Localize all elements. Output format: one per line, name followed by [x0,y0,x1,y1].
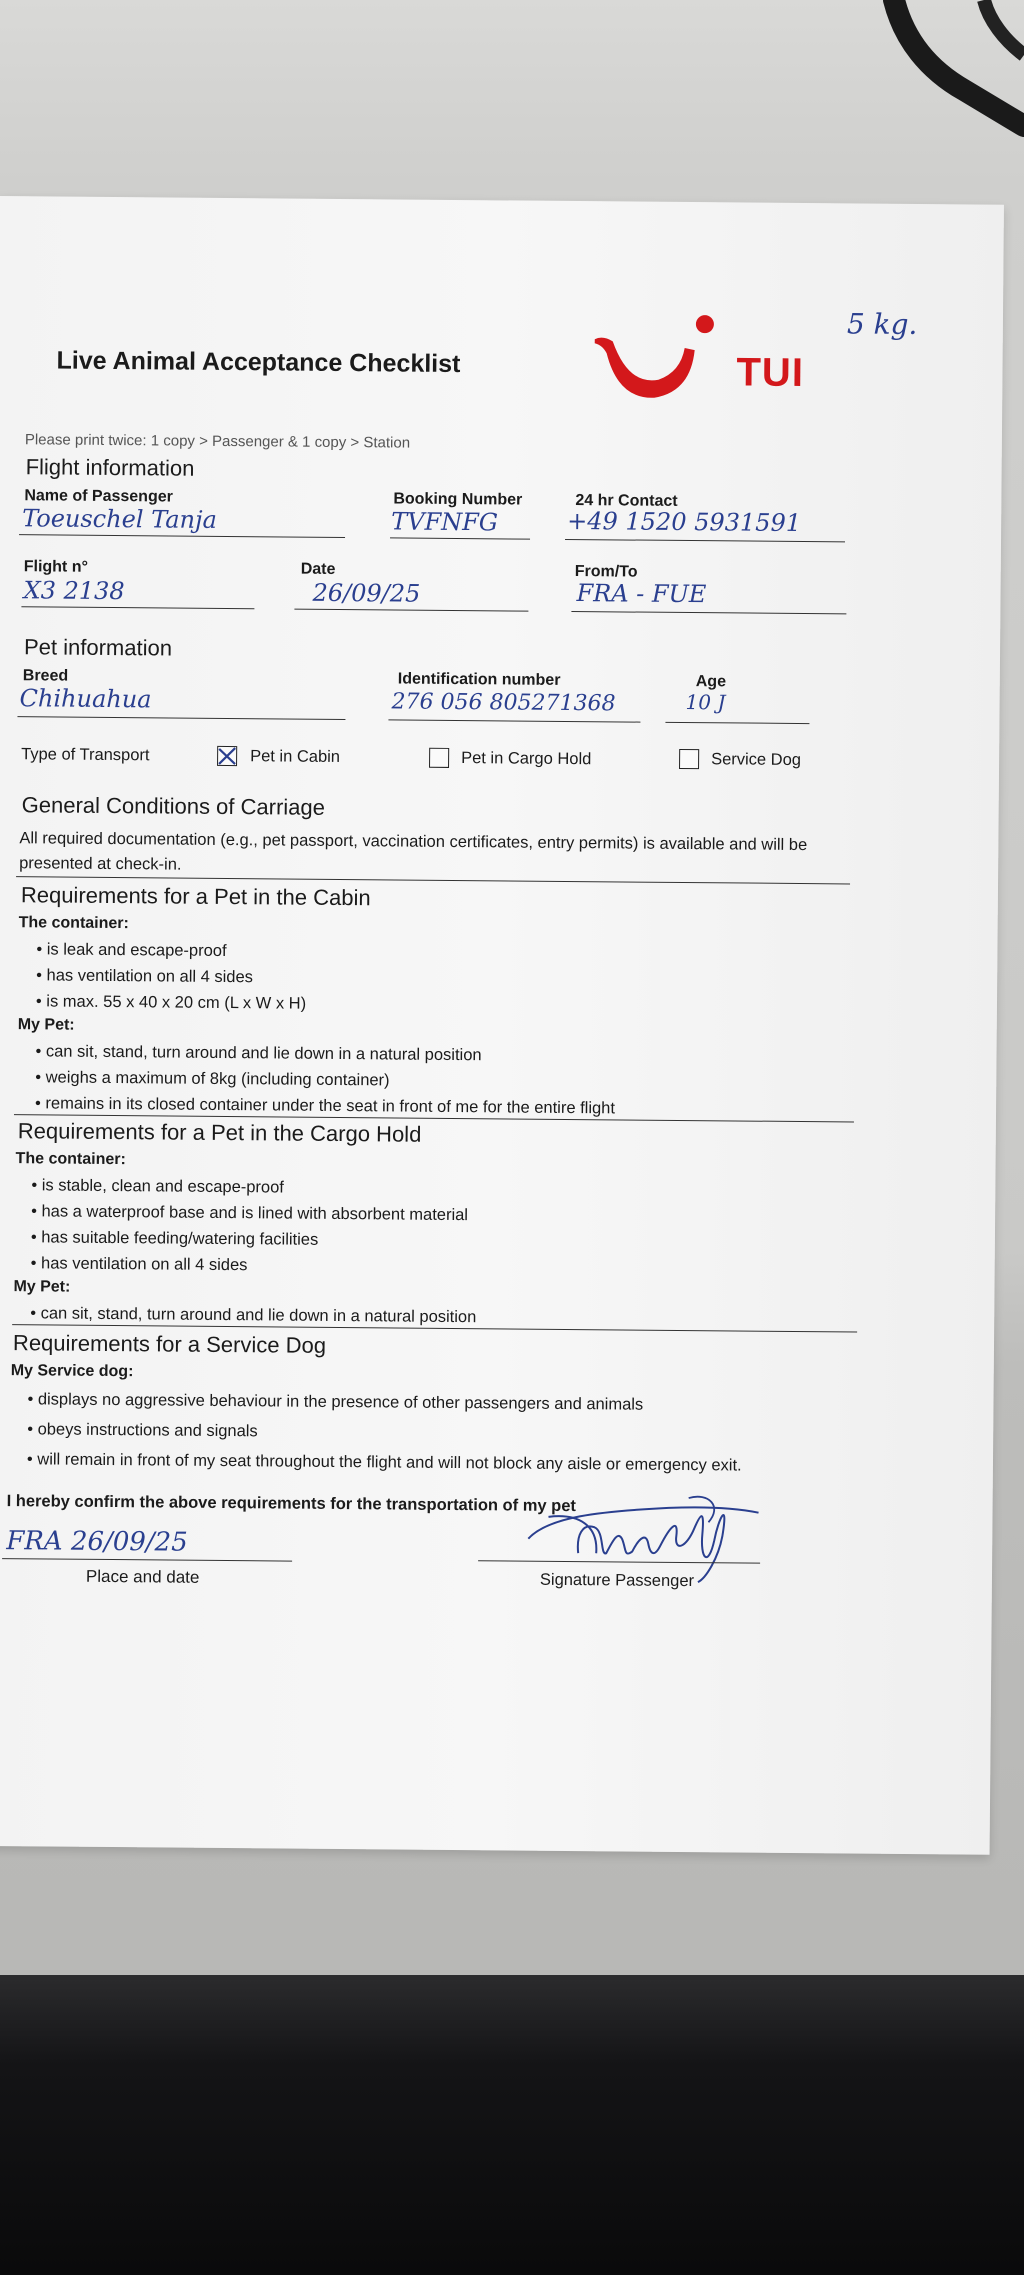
booking-number-label: Booking Number [393,490,523,509]
passenger-name-label: Name of Passenger [24,487,173,506]
place-date-value: FRA 26/09/25 [6,1526,188,1558]
service-dog-heading: Requirements for a Service Dog [12,1330,327,1358]
service-dog-label-text: My Service dog: [10,1362,134,1381]
checkmark-icon [218,747,236,765]
pet-in-cabin-label: Pet in Cabin [250,747,341,766]
tui-logo-text: TUI [736,350,805,396]
general-conditions-heading: General Conditions of Carriage [21,792,326,820]
cargo-requirements-heading: Requirements for a Pet in the Cargo Hold [17,1118,422,1147]
pet-in-cargo-checkbox[interactable] [429,748,449,768]
id-number-value: 276 056 805271368 [391,689,616,717]
pet-in-cabin-checkbox[interactable] [217,746,237,766]
service-dog-label: Service Dog [711,750,802,770]
cargo-pet-label: My Pet: [13,1278,71,1296]
flight-number-value: X3 2138 [23,576,125,606]
page-title: Live Animal Acceptance Checklist [56,346,461,379]
id-number-label: Identification number [397,670,561,689]
list-item: • is leak and escape-proof [36,936,306,964]
cabin-requirements-heading: Requirements for a Pet in the Cabin [20,882,371,911]
contact-label: 24 hr Contact [575,492,678,510]
service-dog-checkbox[interactable] [679,749,699,769]
signature-label: Signature Passenger [539,1570,695,1591]
list-item: • can sit, stand, turn around and lie down in a natural position [30,1300,476,1330]
list-item: • obeys instructions and signals [27,1414,742,1450]
list-item: • displays no aggressive behaviour in the presence of other passengers and animals [27,1384,742,1420]
print-note: Please print twice: 1 copy > Passenger & 1 copy > Station [24,431,411,452]
cable [834,0,1024,150]
cabin-pet-label: My Pet: [17,1016,75,1034]
breed-value: Chihuahua [19,684,152,714]
list-item: • has a waterproof base and is lined with absorbent material [31,1198,468,1228]
from-to-label: From/To [574,563,638,581]
checklist-document [0,196,1004,1855]
list-item: • has ventilation on all 4 sides [36,962,306,990]
transport-type-label: Type of Transport [21,745,150,765]
tui-smile-icon [588,313,719,404]
flight-info-heading: Flight information [25,454,195,481]
from-to-value: FRA - FUE [576,579,707,609]
date-label: Date [300,560,336,578]
breed-label: Breed [22,667,69,685]
list-item: • has ventilation on all 4 sides [31,1250,468,1280]
cabin-container-label: The container: [18,914,129,933]
dark-surface [0,1975,1024,2275]
date-value: 26/09/25 [312,578,421,608]
list-item: • weighs a maximum of 8kg (including container) [35,1064,615,1095]
cabin-container-list [36,936,307,1016]
cargo-container-list [31,1172,469,1280]
general-conditions-text: All required documentation (e.g., pet passport, vaccination certificates, entry permits) is available and will be presented at check-in. [19,829,808,874]
pet-in-cargo-label: Pet in Cargo Hold [461,749,592,769]
list-item: • is stable, clean and escape-proof [31,1172,468,1202]
cabin-pet-list [35,1038,616,1121]
handwritten-weight-note: 5 kg. [846,307,918,342]
list-item: • remains in its closed container under the seat in front of me for the entire flight [35,1090,615,1121]
service-dog-list [27,1384,742,1480]
age-label: Age [695,673,727,691]
list-item: • has suitable feeding/watering facilities [31,1224,468,1254]
passenger-name-value: Toeuschel Tanja [22,504,217,534]
booking-number-value: TVFNFG [391,507,499,537]
contact-value: +49 1520 5931591 [567,506,802,538]
list-item: • will remain in front of my seat throughout the flight and will not block any aisle or emergency exit. [27,1444,742,1480]
confirmation-text: I hereby confirm the above requirements for the transportation of my pet [6,1492,577,1516]
place-date-label: Place and date [85,1566,200,1587]
list-item: • can sit, stand, turn around and lie down in a natural position [35,1038,615,1069]
age-value: 10 J [685,690,726,715]
list-item: • is max. 55 x 40 x 20 cm (L x W x H) [36,988,306,1016]
cargo-container-label: The container: [15,1150,126,1169]
flight-number-label: Flight n° [23,558,88,576]
pet-info-heading: Pet information [23,634,173,661]
